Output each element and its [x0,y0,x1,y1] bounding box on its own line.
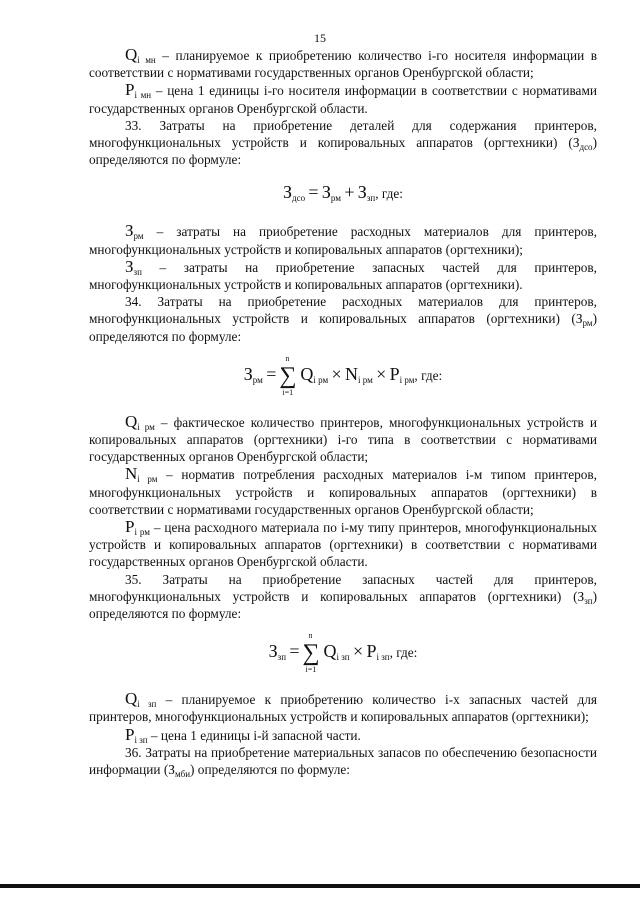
equals-sign: = [289,641,300,662]
symbol-q: Q [125,689,138,709]
plus-sign: + [344,182,355,203]
definition-text: – цена расходного материала по i-му типу принтеров, многофункциональных устройств и копировальных аппаратов (оргтехники) в соответствии с нормативами государственных органов Оренбургской области. [89,520,597,570]
subscript: мби [174,769,191,780]
definition-z-rm [89,222,597,257]
subscript: зп [133,266,142,277]
formula-z-zp [89,631,597,675]
subscript: дсо [292,193,306,204]
subscript: рм [252,374,263,385]
paragraph-35 [89,571,597,623]
subscript: i зп [336,652,350,663]
definition-z-zp [89,258,597,293]
symbol-z: З [321,182,331,203]
subscript: i рм [313,374,329,385]
formula-z-dso [89,181,597,205]
paragraph-34 [89,293,597,345]
definition-text: – планируемое к приобретению количество i-х запасных частей для принтеров, многофункциональных устройств и копировальных аппаратов (оргтехники); [89,692,598,725]
sum-sign: ∑ [302,640,320,667]
symbol-q: Q [300,363,314,384]
definition-q-irm [89,413,597,466]
definition-text: – затраты на приобретение запасных частей для принтеров, многофункциональных устройств и копировальных аппаратов (оргтехники). [89,259,597,293]
definition-text: – фактическое количество принтеров, многофункциональных устройств и копировальных аппаратов (оргтехники) i-го типа в соответствии с нормативами государственных органов Оренбургской области; [89,414,598,465]
definition-text: – норматив потребления расходных материалов i-м типом принтеров, многофункциональных устройств и копировальных аппаратов (оргтехники) в соответствии с нормативами государственных органов Оренбургской области; [89,467,598,517]
symbol-p: P [125,724,135,744]
symbol-z: З [268,641,278,662]
paragraph-33 [89,117,597,169]
formula-tail: , где: [414,367,443,383]
symbol-q: Q [125,45,138,64]
symbol-z: З [575,311,583,327]
subscript: i рм [399,374,415,385]
formula-tail: , где: [389,645,418,661]
definition-text: – цена 1 единицы i-го носителя информации в соответствии с нормативами государственных органов Оренбургской области. [89,83,597,116]
times-sign: × [352,641,364,662]
sum-upper-limit: n [308,631,313,641]
subscript: рм [582,318,593,329]
symbol-z: З [168,762,175,778]
definition-text: – цена 1 единицы i-й запасной части. [147,727,361,743]
symbol-q: Q [125,411,138,431]
subscript: i рм [137,474,158,485]
page-number: 15 [314,31,326,45]
definition-p-imn [89,81,597,116]
formula-tail: , где: [375,186,404,202]
document-body [89,46,597,778]
subscript: зп [366,193,376,204]
subscript: i мн [137,55,156,65]
sum-lower-limit: i=1 [305,665,317,675]
symbol-q: Q [323,641,337,662]
subscript: зп [277,652,287,663]
symbol-z: З [357,182,367,203]
definition-q-izp [89,690,597,725]
sum-lower-limit: i=1 [282,387,294,397]
definition-text: – планируемое к приобретению количество i-го носителя информации в соответствии с нормативами государственных органов Оренбургской области; [89,48,598,81]
symbol-p: P [125,517,135,537]
subscript: i рм [134,527,150,538]
paragraph-text-end: ) определяются по формуле: [89,135,597,168]
definition-p-izp [89,726,597,744]
subscript: i зп [137,699,157,710]
symbol-z: З [572,135,580,151]
paragraph-text-end: ) определяются по формуле: [89,311,597,344]
sum-upper-limit: n [285,353,290,363]
summation [277,353,299,397]
definition-n-irm [89,465,597,518]
subscript: i рм [137,421,155,432]
equals-sign: = [308,182,319,203]
paragraph-text: 35. Затраты на приобретение запасных частей для принтеров, многофункциональных устройств и копировальных аппаратов (оргтехники) ( [89,571,597,604]
times-sign: × [376,363,387,384]
symbol-n: N [344,363,358,384]
symbol-p: P [366,641,377,662]
subscript: i рм [357,374,373,385]
sum-sign: ∑ [279,362,297,389]
equals-sign: = [266,363,277,384]
summation [301,631,323,675]
symbol-z: З [577,588,585,604]
symbol-n: N [125,464,138,484]
subscript: зп [584,595,593,606]
footer-rule [0,884,640,888]
subscript: рм [330,193,341,204]
paragraph-text: 33. Затраты на приобретение деталей для содержания принтеров, многофункциональных устройств и копировальных аппаратов (оргтехники) ( [89,117,597,151]
subscript: i зп [134,734,148,745]
symbol-p: P [125,80,135,100]
subscript: рм [133,231,144,242]
symbol-p: P [389,363,400,384]
subscript: i зп [376,652,390,663]
paragraph-text-end: ) определяются по формуле: [89,588,597,622]
subscript: дсо [579,142,593,153]
definition-p-irm [89,518,597,571]
times-sign: × [331,363,342,384]
paragraph-text: 34. Затраты на приобретение расходных материалов для принтеров, многофункциональных устройств и копировальных аппаратов (оргтехники) ( [89,294,597,327]
subscript: i мн [134,90,152,101]
symbol-z: З [243,363,253,384]
paragraph-text: 36. Затраты на приобретение материальных запасов по обеспечению безопасности информации ( [89,744,597,778]
definition-text: – затраты на приобретение расходных материалов для принтеров, многофункциональных устройств и копировальных аппаратов (оргтехники); [89,224,597,257]
paragraph-36 [89,744,597,778]
formula-z-rm [89,353,597,397]
symbol-z: З [125,221,134,241]
definition-q-imn [89,46,597,81]
paragraph-text-end: ) определяются по формуле: [190,762,350,778]
symbol-z: З [282,182,292,203]
symbol-z: З [125,256,134,276]
